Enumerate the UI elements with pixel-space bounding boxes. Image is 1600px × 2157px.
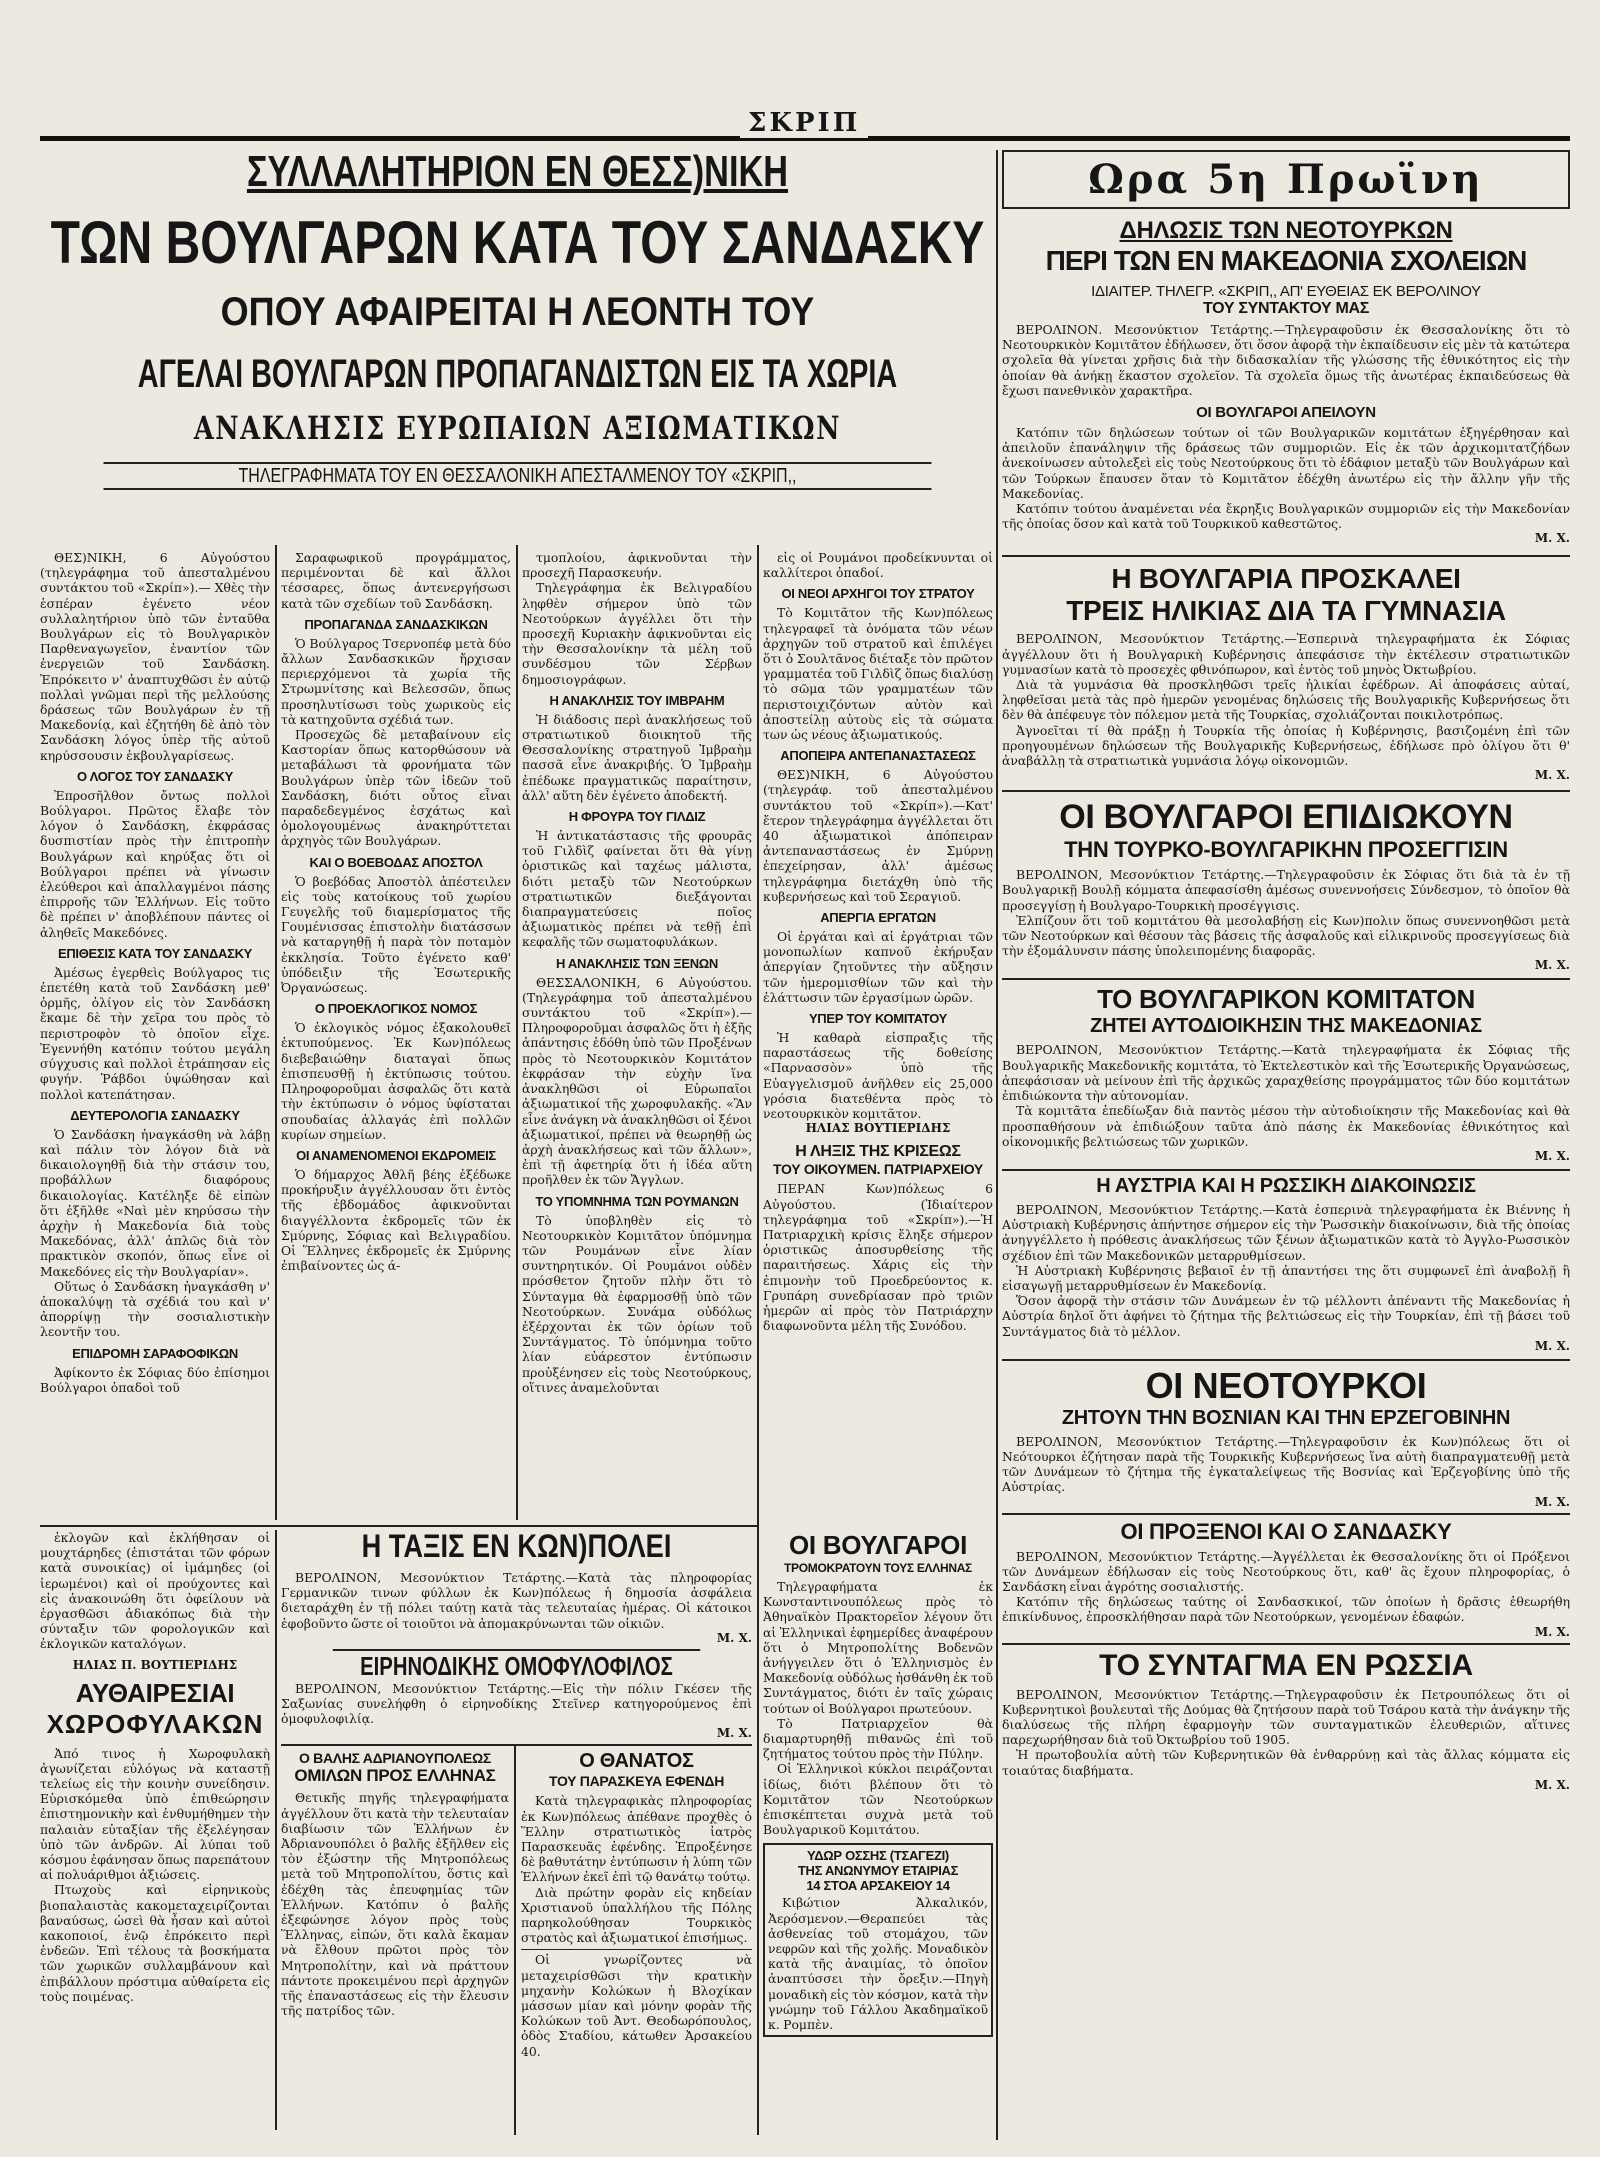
col1-subhead-4: ΕΠΙΔΡΟΜΗ ΣΑΡΑΦΟΦΙΚΩΝ [72,1345,238,1361]
right-paragraph-13: Ὅσον ἀφορᾷ τὴν στάσιν τῶν Δυνάμεων ἐν τῷ μέλλοντι ἀπέναντι τῆς Μακεδονίας ἡ Αὐστρία δηλοῖ ὅτι ἀφήνει τὸ ζήτημα τῆς βελτιώσεως εἰς τὴν Τουρκίαν, ἐπὶ τῇ βάσει τοῦ Συντάγματος διὰ τὸ μέλλον. [1002,1293,1570,1339]
col3-subhead-3: Η ΑΝΑΚΛΗΣΙΣ ΤΩΝ ΞΕΝΩΝ [555,955,719,971]
main-headline-5: ΑΝΑΚΛΗΣΙΣ ΕΥΡΩΠΑΙΩΝ ΑΞΙΩΜΑΤΙΚΩΝ [193,412,842,447]
vali-article [281,1750,509,2018]
right-headline-4: ΤΟΥ ΣΥΝΤΑΚΤΟΥ ΜΑΣ [1202,300,1370,317]
bottom-middle-headline-2: ΕΙΡΗΝΟΔΙΚΗΣ ΟΜΟΦΥΛΟΦΙΛΟΣ [333,1649,700,1681]
col2-paragraph-2: Ὁ Βούλγαρος Τσερνοπέφ μετὰ δύο ἄλλων Σανδασκικῶν ἤρχισαν περιερχόμενοι τὰ χωρία τῆς Στρωμνίτσης καὶ Βελεσσῶν, ὅπως προσηλυτίσωσι τοὺς χωρικοὺς εἰς τὰ κατηχοῦντα σχέδιά των. [281,635,511,727]
col4-headline-b: ΤΟΥ ΟΙΚΟΥΜΕΝ. ΠΑΤΡΙΑΡΧΕΙΟΥ [773,1161,983,1178]
article-column-2 [281,550,511,1520]
col3-subhead-2: Η ΦΡΟΥΡΑ ΤΟΥ ΓΙΛΔΙΖ [568,809,706,825]
col4-paragraph-1: εἰς οἱ Ρουμάνοι προδείκνυνται οἱ καλλίτεροι ὀπαδοί. [763,550,993,581]
col1-paragraph-4: Ὁ Σανδάσκη ἠναγκάσθη νὰ λάβῃ καὶ πάλιν τὸν λόγον διὰ νὰ δικαιολογηθῇ διὰ τὴν στάσιν του, προβάλλων διαφόρους δικαιολογίας. Κατέληξε δὲ εἰπὼν ὅτι ἐξῆλθε «Ναὶ μὲν κηρύσσω τὴν ἀρχὴν ἡ Μακεδονία διὰ τοὺς Μακεδόνας, ἀλλ' ἀπλῶς διὰ τὸν πρακτικὸν σκοπόν, ὅπως εἶνε οἱ Μακεδόνες εἰς τὴν Βουλγαρίαν». [40,1126,270,1279]
right-paragraph-12: Ἡ Αὐστριακὴ Κυβέρνησις βεβαιοῖ ἐν τῇ ἀπαντήσει της ὅτι συμφωνεῖ ἐπὶ ἀναβολῇ ἢ εἰσαγωγῇ μεταρρυθμίσεων ἐν Μακεδονίᾳ. [1002,1262,1570,1293]
water-advert [763,1843,993,2037]
col3-paragraph-6: Τὸ ὑποβληθὲν εἰς τὸ Νεοτουρκικὸν Κομιτᾶτον ὑπόμνημα τῶν Ρουμάνων εἶνε λίαν συντηρητικόν. Οἱ Ρουμάνοι οὐδὲν πρόσθετον ζητοῦν πλὴν ὅτι τὸ Σύνταγμα θὰ ἐφαρμοσθῇ ὑπὸ τῶν Νεοτούρκων. Συνάμα οὐδόλως ἐξέρχονται ἐκ τῶν ὁρίων τοῦ Συντάγματος. Τὸ ὑπόμνημα τοῦτο λίαν εὐάρεστον ἐντύπωσιν προὐξένησεν εἰς τοὺς Νεοτούρκους, οἵτινες ἀναμελοῦνται [522,1212,752,1395]
advert-paragraph: Οἱ γνωρίζοντες νὰ μεταχειρίσθῶσι τὴν κρατικὴν μηχανὴν Κολώκων ἡ Βλοχίκαν μάσσων μίαν καὶ μόνην φορὰν τῆς Κολώκων τοῦ Ἀντ. Θεοδωρόπουλος, ὁδὸς Σταδίου, κάτωθεν Ἀρσακείου 40. [521,1949,752,2058]
vali-headline-b: ΟΜΙΛΩΝ ΠΡΟΣ ΕΛΛΗΝΑΣ [294,1766,496,1786]
water-advert-headline-a: ΥΔΩΡ ΟΣΣΗΣ (ΤΣΑΓΕΖΙ) [807,1848,949,1864]
article-column-3 [522,550,752,1520]
right-paragraph-15: ΒΕΡΟΛΙΝΟΝ, Μεσονύκτιον Τετάρτης.—Ἀγγέλλεται ἐκ Θεσσαλονίκης ὅτι οἱ Πρόξενοι τῶν Δυνάμεων ἐδήλωσαν εἰς τοὺς Νεοτούρκους ὅτι, καθ' ἃς ἔχουν πληροφορίας, ὁ Σανδάσκη εἶναι ἀγρότης σοσιαλιστής. [1002,1548,1570,1594]
col1-paragraph-2: Ἐπροσῆλθον ὄντως πολλοὶ Βούλγαροι. Πρῶτος ἔλαβε τὸν λόγον ὁ Σανδάσκη, ἐκφράσας δυσπιστίαν πρὸς τὴν ἐπιτροπὴν Βουλγάρων καὶ κηρύξας ὅτι οἱ Βούλγαροι πρέπει νὰ γίνωσιν ἐλεύθεροι καὶ ἀπαλλαγμένοι πάσης ἐπιρροῆς τῶν Ἑλλήνων. Εἰς τοῦτο δὲ πρέπει ν' ἀποβλέπουν πάντες οἱ ἀληθεῖς Μακεδόνες. [40,787,270,940]
right-paragraph-4: ΒΕΡΟΛΙΝΟΝ, Μεσονύκτιον Τετάρτης.—Ἐσπερινὰ τηλεγραφήματα ἐκ Σόφιας ἀγγέλλουν ὅτι ἡ Βουλγαρικὴ Κυβέρνησις ἀπεφάσισε τὴν ἐκτέλεσιν στρατιωτικῶν γυμνασίων κατὰ τὸ προσεχὲς φθινόπωρον, καὶ ἐντὸς τοῦ μηνὸς Ὀκτωβρίου. [1002,631,1570,677]
voulgaroi-paragraph-1: Τηλεγραφήματα ἐκ Κωνσταντινουπόλεως πρὸς τὸ Ἀθηναϊκὸν Πρακτορεῖον λέγουν ὅτι αἱ Ἑλληνικαὶ ἐφημερίδες ἀναφέρουν ὅτι ὁ Μητροπολίτης Βοδενῶν ἀνήγγειλεν ὅτι ὁ Ἑλληνισμὸς ἐν Μακεδονίᾳ οὐδόλως ἠσθάνθη ἐκ τοῦ Συντάγματος, διότι ἐν ταῖς χώραις τούτων οἱ Βούλγαροι πρωτεύουν. [763,1579,993,1716]
col4-subhead-1: ΟΙ ΝΕΟΙ ΑΡΧΗΓΟΙ ΤΟΥ ΣΤΡΑΤΟΥ [781,586,975,602]
col1-paragraph-3: Ἀμέσως ἐγερθεὶς Βούλγαρος τις ἐπετέθη κατὰ τοῦ Σανδάσκη μεθ' ὁρμῆς, ὀλίγον εἰς τὸν Σανδάσκη ἔκαμε δὲ τὴν χεῖρα του πρὸς τὸ περιστροφὸν τὸ ὁποῖον εἶχε. Ἐγεννήθη κατόπιν τούτου μεγάλη σύγχυσις καὶ πολλοὶ ἐτράπησαν εἰς φυγήν. Ῥάβδοι ὑψώθησαν καὶ πολλοὶ κατεπάτησαν. [40,964,270,1102]
col3-paragraph-5: ΘΕΣΣΑΛΟΝΙΚΗ, 6 Αὐγούστου. (Τηλεγράφημα τοῦ ἀπεσταλμένου συντάκτου τοῦ «Σκρίπ»).—Πληροφοροῦμαι ἀσφαλῶς ὅτι ἡ ἐξῆς ἀπάντησις ἐδόθη ὑπὸ τῶν Προξένων πρὸς τὸ Νεοτουρκικὸν Κομιτάτον ἐκφράσαν τὴν εὐχὴν ἵνα ἀνακληθῶσι οἱ Εὐρωπαῖοι ἀξιωματικοί τῆς χωροφυλακῆς. «Ἂν εἶνε ἀνάγκη νὰ ἀνακληθῶσι οἱ ξένοι ἀξιωματικοί, πρέπει νὰ θεωρηθῇ ὡς ἀρχὴ ἀνακλήσεως καὶ τῶν ἄλλων», ἐπὶ τῇ ἀφετηρίᾳ ὅτι ἡ ἰδέα αὕτη προῆλθεν ἐκ τῶν Ἄγγλων. [522,974,752,1188]
col2-subhead-2: ΚΑΙ Ο ΒΟΕΒΟΔΑΣ ΑΠΟΣΤΟΛ [309,854,483,870]
col4-paragraph-5: Ἡ καθαρὰ εἰσπραξις τῆς παραστάσεως τῆς δοθείσης «Παρνασσὸν» ὑπὸ τῆς Εὐαγγελισμοῦ ἀνῆλθεν εἰς 25,000 γρόσια διατεθέντα πρὸς τὸ νεοτουρκικὸν κομιτᾶτον. [763,1030,993,1122]
bottom-middle-paragraph-1: ΒΕΡΟΛΙΝΟΝ, Μεσονύκτιον Τετάρτης.—Κατὰ τὰς πληροφορίας Γερμανικῶν τινων φύλλων ἐκ Κων)πόλεως ἡ δημοσία ἀσφάλεια διεταράχθη ἐν τῇ πόλει ταύτῃ κατὰ τὰς τελευταίας ἡμέρας. Οἱ κάτοικοι ἐφοβοῦντο ὥστε οἱ τοιοῦτοι νὰ ἀπομακρύνωνται τῶν οἰκιῶν. [281,1570,752,1631]
col1-subhead-1: Ο ΛΟΓΟΣ ΤΟΥ ΣΑΝΔΑΣΚΥ [77,768,233,784]
late-edition-banner: Ωρα 5η Πρωϊνη [1002,150,1570,209]
col2-subhead-3: Ο ΠΡΟΕΚΛΟΓΙΚΟΣ ΝΟΜΟΣ [314,1001,478,1017]
right-paragraph-5: Διὰ τὰ γυμνάσια θὰ προσκληθῶσι τρεῖς ἡλικίαι ἐφέδρων. Αἱ ἀποφάσεις αὐταί, ληφθεῖσαι μετὰ τὰς πρὸ ἡμερῶν γενομένας δηλώσεις τῆς Βουλγαρικῆς Κυβερνήσεως ὅτι δὲν θὰ ἀπέφευγε τὸν πόλεμον μετὰ τῆς Τουρκίας, σχολιάζονται ποικιλοτρόπως. [1002,677,1570,723]
col2-subhead-4: ΟΙ ΑΝΑΜΕΝΟΜΕΝΟΙ ΕΚΔΡΟΜΕΙΣ [296,1147,496,1163]
article-column-1 [40,550,270,1520]
bottom-middle-section [281,1530,752,2135]
col2-paragraph-6: Ὁ δήμαρχος Ἀθλῆ βέης ἐξέδωκε προκήρυξιν ἀγγέλλουσαν ὅτι ἐντὸς τῆς ἑβδομάδος ἀφικνοῦνται διαγγέλλοντα ἐκδρομεῖς τῶν ἐκ Σμύρνης, Σόφιας καὶ Βελιγραδίου. Οἱ Ἕλληνες ἐκδρομεῖς ἐκ Σμύρνης ἐπιβαίνοντες ὡς ά- [281,1166,511,1274]
right-signature-7: Μ. Χ. [1534,1624,1570,1639]
col2-paragraph-4: Ὁ βοεβόδας Ἀποστὸλ ἀπέστειλεν εἰς τοὺς κατοίκους τοῦ χωρίου Γευγελῆς τοῦ διαμερίσματος τῆς Γουμένισσας ἐπιστολὴν διατάσσων νὰ καταργηθῇ ἡ παρὰ τὸν ποταμὸν ἐκκλησία. Τοῦτο ἐγένετο καθ' ὑπόδειξιν τῆς Ἐσωτερικῆς Ὀργανώσεως. [281,873,511,996]
col2-paragraph-1: Σαραφωφικοῦ προγράμματος, περιμένονται δὲ καὶ ἄλλοι τέσσαρες, ὅπως ἀντενεργήσωσι κατὰ τῶν σχεδίων τοῦ Σανδάσκη. [281,550,511,611]
voulgaroi-paragraph-3: Οἱ Ἑλληνικοὶ κύκλοι πειράζονται ἰδίως, διότι βλέπουν ὅτι τὸ Κομιτᾶτον τῶν Νεοτούρκων ἐπισκέπτεται συχνὰ μετὰ τοῦ Βουλγαρικοῦ Κομιτάτου. [763,1761,993,1838]
col-rule-1 [275,545,277,1520]
water-advert-text: Κιβώτιον Ἀλκαλικόν, Ἀερόσμενον.—Θεραπεύει τὰς ἀσθενείας τοῦ στομάχου, τῶν νεφρῶν καὶ τῆς χολῆς. Μοναδικὸν κατὰ τῆς ἀναιμίας, τὸ ὁποῖον ἀναπτύσσει τὴν ὄρεξιν.—Πηγὴ μοναδικὴ εἰς τὸν κόσμον, κατὰ τὴν γνώμην τοῦ Γάλλου Ἀκαδημαϊκοῦ κ. Ρομπὲν. [768,1895,988,2033]
right-signature-2: Μ. Χ. [1534,768,1570,783]
right-paragraph-7: ΒΕΡΟΛΙΝΟΝ, Μεσονύκτιον Τετάρτης.—Τηλεγραφοῦσιν ἐκ Σόφιας ὅτι διὰ τὰ ἐν τῇ Βουλγαρικῇ Βουλῇ κόμματα ἀπεφασίσθη ἀμέσως συνεννοήσεις Σύνδεσμον, τὸ ὁποῖον θὰ προσεγγίσῃ ἡ Βουλγαρο-Τουρκικὴ προσέγγισις. [1002,867,1570,913]
main-headline-2: ΤΩΝ ΒΟΥΛΓΑΡΩΝ ΚΑΤΑ ΤΟΥ ΣΑΝΔΑΣΚΥ [50,212,985,276]
col3-subhead-4: ΤΟ ΥΠΟΜΝΗΜΑ ΤΩΝ ΡΟΥΜΑΝΩΝ [535,1193,739,1209]
vali-headline-a: Ο ΒΑΛΗΣ ΑΔΡΙΑΝΟΥΠΟΛΕΩΣ [298,1750,491,1767]
col4-paragraph-6: ΠΕΡΑΝ Κων)πόλεως 6 Αὐγούστου. (Ἰδιαίτερον τηλεγράφημα τοῦ «Σκρίπ»).—Ἡ Πατριαρχικὴ κρίσις ἔληξε σήμερον ὁριστικῶς ἀποσυρθείσης τῆς παραιτήσεως. Χάρις εἰς τὴν ἐπιμονὴν τοῦ Προεδρεύοντος κ. Γρυπάρη συνεδρίασαν πρὸ τριῶν ἡμερῶν αἱ πρὸς τὸν Πατριάρχην διαφωνοῦντα μέλη τῆς Συνόδου. [763,1181,993,1334]
main-headline-1: ΣΥΛΛΑΛΗΤΗΡΙΟΝ ΕΝ ΘΕΣΣ)ΝΙΚΗ [246,150,789,196]
bottom-left-headline-b: ΧΩΡΟΦΥΛΑΚΩΝ [46,1708,264,1739]
right-headline-14: ΟΙ ΠΡΟΞΕΝΟΙ ΚΑΙ Ο ΣΑΝΔΑΣΚΥ [1002,1513,1570,1545]
main-headline-3: ΟΠΟΥ ΑΦΑΙΡΕΙΤΑΙ Η ΛΕΟΝΤΗ ΤΟΥ [220,292,815,334]
col4-paragraph-3: ΘΕΣ)ΝΙΚΗ, 6 Αὐγούστου (τηλεγράφ. τοῦ ἀπεσταλμένου συντάκτου τοῦ «Σκρίπ»).—Κατ' ἔτερον τηλεγράφημα ἀγγέλλεται ὅτι 40 ἀξιωματικοὶ ἀπόπειραν ἀντεπαναστάσεως ἐν Σμύρνῃ ἐπεχείρησαν, ἀλλ' ἀμέσως τηλεγράφημα διετάχθη ὑπὸ τῆς κυβερνήσεως καὶ τοῦ Σεραγιοῦ. [763,767,993,904]
col4-subhead-2: ΑΠΟΠΕΙΡΑ ΑΝΤΕΠΑΝΑΣΤΑΣΕΩΣ [780,748,976,764]
thanatos-headline-a: Ο ΘΑΝΑΤΟΣ [579,1750,694,1773]
right-headline-12: ΟΙ ΝΕΟΤΟΥΡΚΟΙ [1002,1359,1570,1407]
bottom-middle-paragraph-2: ΒΕΡΟΛΙΝΟΝ, Μεσονύκτιον Τετάρτης.—Εἰς τὴν πόλιν Γκέσεν τῆς Σαξωνίας συνελήφθη ὁ εἰρηνοδίκης Στεῖνερ κατηγορούμενος ἐπὶ ὁμοφυλοφιλίᾳ. [281,1680,752,1727]
col3-paragraph-1: τμοπλοίου, ἀφικνοῦνται τὴν προσεχῆ Παρασκευήν. [522,550,752,581]
col4-subhead-4: ΥΠΕΡ ΤΟΥ ΚΟΜΙΤΑΤΟΥ [808,1011,948,1027]
col3-subhead-1: Η ΑΝΑΚΛΗΣΙΣ ΤΟΥ ΙΜΒΡΑΗΜ [549,692,725,708]
right-paragraph-1: ΒΕΡΟΛΙΝΟΝ. Μεσονύκτιον Τετάρτης.—Τηλεγραφοῦσιν ἐκ Θεσσαλονίκης ὅτι τὸ Νεοτουρκικὸν Κομιτᾶτον ἐδήλωσεν, ὅτι ὅσον ἀφορᾷ τὴν ἐκπαίδευσιν εἰς μὲν τὰ κατώτερα σχολεῖα θὰ γίνεται χρῆσις διὰ τὴν διδασκαλίαν τῆς γλώσσης τῆς ἐθνικότητος εἰς τὴν ὁποίαν θὰ ἀνήκῃ ἕκαστον σχολεῖον. Τὰ σχολεῖα ὅμως τῆς ἀνωτέρας ἐκπαιδεύσεως θὰ ἔχωσι πανεθνικὸν χαρακτῆρα. [1002,322,1570,398]
col4-subhead-3: ΑΠΕΡΓΙΑ ΕΡΓΑΤΩΝ [820,910,936,926]
right-subhead-1: ΟΙ ΒΟΥΛΓΑΡΟΙ ΑΠΕΙΛΟΥΝ [1196,404,1376,422]
vali-paragraph: Θετικῆς πηγῆς τηλεγραφήματα ἀγγέλλουν ὅτι κατὰ τὴν τελευταίαν διαβίωσιν τῶν Ἑλλήνων ἐν Ἀδριανουπόλει ὁ βαλῆς ἐξῆλθεν εἰς τὸν ἐξώστην τῆς Μητροπόλεως μετὰ τοῦ Μητροπολίτου, ὅστις καὶ ἐδέχθη τὰς ἐπευφημίας τῶν Ἑλλήνων. Κατόπιν ὁ βαλῆς ἐξεφώνησε λόγον πρὸς τοὺς Ἕλληνας, εἰπών, ὅτι καλὰ ἔκαμαν νὰ ἔλθουν πρῶτοι πρὸς τὸν Μητροπολίτην, καὶ νὰ πράττουν πάντοτε προκειμένου περὶ ἀρχηγῶν τῆς ἐπαναστάσεως εἰς τὴν ἔλευσιν τῆς πατρίδος τῶν. [281,1790,509,2019]
right-signature-3: Μ. Χ. [1534,958,1570,973]
thanatos-article [521,1750,752,2058]
right-signature-5: Μ. Χ. [1534,1338,1570,1353]
right-signature-1: Μ. Χ. [1534,531,1570,546]
right-paragraph-6: Ἀγνοεῖται τί θὰ πράξῃ ἡ Τουρκία τῆς ὁποίας ἡ Κυβέρνησις, βασιζομένη ἐπὶ τῶν προηγουμένων δηλώσεων τῆς Βουλγαρικῆς Κυβερνήσεως, ἐδήλωσε πρὸ ὀλίγου ὅτι θ' ἀναβάλλῃ τὰ στρατιωτικὰ γυμνάσια λόγῳ οἰκονομιῶν. [1002,722,1570,769]
col-rule-2 [516,545,518,1520]
right-headline-8: ΤΗΝ ΤΟΥΡΚΟ-ΒΟΥΛΓΑΡΙΚΗΝ ΠΡΟΣΕΓΓΙΣΙΝ [1064,837,1508,863]
col1-subhead-2: ΕΠΙΘΕΣΙΣ ΚΑΤΑ ΤΟΥ ΣΑΝΔΑΣΚΥ [57,945,253,961]
bottom-col4-section [763,1530,993,2135]
bottom-left-headline-a: ΑΥΘΑΙΡΕΣΙΑΙ [75,1677,235,1708]
right-headline-11: Η ΑΥΣΤΡΙΑ ΚΑΙ Η ΡΩΣΣΙΚΗ ΔΙΑΚΟΙΝΩΣΙΣ [1002,1169,1570,1198]
col4-paragraph-2: Τὸ Κομιτᾶτον τῆς Κων)πόλεως τηλεγραφεῖ τὰ ὀνόματα τῶν νέων ἀρχηγῶν τοῦ στρατοῦ καὶ ἐπιλέγει ὅτι ὁ Σουλτᾶνος διέταξε τὸν πρῶτον γραμματέα τοῦ Γιλδὶζ ὅπως διαλύσῃ τὸ σῶμα τῶν γραμματέων τῶν περιστοιχιζόντων αὐτὸν καὶ ἀποστείλῃ αὐτοὺς εἰς τὰ σώματα των ὡς νέους ἀξιωματικούς. [763,605,993,743]
bottom-middle-signature-2: Μ. Χ. [716,1726,752,1741]
col3-paragraph-3: Ἡ διάδοσις περὶ ἀνακλήσεως τοῦ στρατιωτικοῦ διοικητοῦ τῆς Θεσσαλονίκης στρατηγοῦ Ἰμβραὴμ πασσᾶ εἶνε ἀνακριβής. Ὁ Ἰμβραὴμ ἐπέδωκε πραγματικῶς παραίτησιν, ἀλλ' αὕτη δὲν ἐγένετο ἀποδεκτή. [522,711,752,803]
right-paragraph-14: ΒΕΡΟΛΙΝΟΝ, Μεσονύκτιον Τετάρτης.—Τηλεγραφοῦσιν ἐκ Κων)πόλεως ὅτι οἱ Νεότουρκοι ἐζήτησαν παρὰ τῆς Τουρκικῆς Κυβερνήσεως ἵνα αὐτὴ διαπραγματευθῇ μετὰ τῶν Δυνάμεων τὸ ζήτημα τῆς ἐγκαταλείψεως τῆς Βοσνίας καὶ Ἐρζεγοβίνης ὑπὸ τῆς Αὐστρίας. [1002,1433,1570,1495]
right-headline-1: ΔΗΛΩΣΙΣ ΤΩΝ ΝΕΟΤΟΥΡΚΩΝ [1119,217,1453,244]
right-signature-4: Μ. Χ. [1534,1148,1570,1163]
article-column-4 [763,550,993,1525]
thanatos-paragraph-1: Κατὰ τηλεγραφικὰς πληροφορίας ἐκ Κων)πόλεως ἀπέθανε προχθὲς ὁ Ἕλλην στρατιωτικὸς ἰατρὸς Παρασκευᾶς ἐφένδης. Ἐπροξένησε δὲ βαθυτάτην ἐντύπωσιν ἡ λύπη τῶν Ἑλλήνων ἐκεῖ ἐπὶ τῷ θανάτῳ τούτῳ. [521,1793,752,1885]
main-headline-block [40,150,995,545]
voulgaroi-headline-b: ΤΡΟΜΟΚΡΑΤΟΥΝ ΤΟΥΣ ΕΛΛΗΝΑΣ [784,1561,972,1575]
late-news-column [1002,150,1570,2140]
bottom-left-paragraph-1: ἐκλογῶν καὶ ἐκλήθησαν οἱ μουχτάρηδες (ἐπιστάται τῶν φόρων κατὰ συνοικίας) οἱ ἰμάμηδες (οἱ ἱερωμένοι) καὶ οἱ προύχοντες καὶ εἰς ἀνακοινώθη ὅτι ὀφείλουν νὰ ἐργασθῶσι ἀδιακόπως διὰ τὴν σύνταξιν τῶν φορολογικῶν καὶ ἐκλογικῶν καταλόγων. [40,1530,270,1652]
thanatos-paragraph-2: Διὰ πρώτην φορὰν εἰς κηδείαν Χριστιανοῦ ὑπαλλήλου τῆς Πόλης παρηκολούθησαν Τουρκικὸς στρατὸς καὶ ἀξιωματικοί ἐπισήμως. [521,1884,752,1946]
right-signature-6: Μ. Χ. [1534,1494,1570,1509]
col4-paragraph-4: Οἱ ἐργάται καὶ αἱ ἐργάτριαι τῶν μονοπωλίων καπνοῦ ἐκήρυξαν ἀπεργίαν ζητοῦντες τὴν αὔξησιν τῶν ἡμερομισθίων τῶν καὶ τὴν ἐλάττωσιν τῶν ἐργασίμων ὡρῶν. [763,929,993,1005]
bottom-left-paragraph-2: Ἀπό τινος ἡ Χωροφυλακὴ ἀγωνίζεται εὐλόγως νὰ καταστῇ τελείως εἰς τὴν κοινὴν συνείδησιν. Εὑρισκόμεθα ὑπὸ ἐπιθεώρησιν ἐπιστημονικὴν καὶ ἐνθυμήθημεν τὴν παλαιὰν εὐταξίαν τῆς ἐξελέγησαν ὑπὸ τῶν ἀνδρῶν. Αἱ λύπαι τοῦ κόσμου ἐφάνησαν ὅπως παρεπάτουν αἱ πολυάριθμοι ἀξιώσεις. [40,1745,270,1883]
col1-paragraph-1: ΘΕΣ)ΝΙΚΗ, 6 Αὐγούστου (τηλεγράφημα τοῦ ἀπεσταλμένου συντάκτου τοῦ «Σκρίπ»).— Χθὲς τὴν ἑσπέραν ἐγένετο νέον συλλαλητήριον ὑπὸ τῶν ἐνταῦθα Βουλγάρων εἰς τὸ Βουλγαρικὸν Παρθεναγωγεῖον, ἐναντίον τῶν ἐνεργειῶν τοῦ Σανδάσκη. Ἐπρόκειτο ν' ἀναπτυχθῶσι ἐν αὐτῷ πολλαὶ γνῶμαι περὶ τῆς μελλούσης δράσεως τῶν Βουλγάρων ἐν τῇ Μακεδονίᾳ, καὶ ἐζητήθη δὲ ἀπὸ τὸν Σανδάσκη λόγος ὑπὲρ τῆς αὐτοῦ κηρύσσουσιν ἐκβουλγαρίσεως. [40,550,270,763]
right-paragraph-18: Ἡ πρωτοβουλία αὐτὴ τῶν Κυβερνητικῶν θὰ ἐνθαρρύνῃ καὶ τὰς ἄλλας κόμματα εἰς τοιαύτας διαβήματα. [1002,1747,1570,1778]
col4-signature: ΗΛΙΑΣ ΒΟΥΤΙΕΡΙΔΗΣ [805,1121,951,1136]
main-subheadline: ΤΗΛΕΓΡΑΦΗΜΑΤΑ ΤΟΥ ΕΝ ΘΕΣΣΑΛΟΝΙΚΗ ΑΠΕΣΤΑΛΜΕΝΟΥ ΤΟΥ «ΣΚΡΙΠ,, [104,462,932,490]
newspaper-title: ΣΚΡΙΠ [740,108,868,138]
thanatos-headline-b: ΤΟΥ ΠΑΡΑΣΚΕΥΑ ΕΦΕΝΔΗ [548,1773,725,1790]
right-column-rule [996,150,998,2140]
right-headline-3: ΙΔΙΑΙΤΕΡ. ΤΗΛΕΓΡ. «ΣΚΡΙΠ,, ΑΠ' ΕΥΘΕΙΑΣ ΕΚ ΒΕΡΟΛΙΝΟΥ [1091,283,1481,300]
col4-headline-a: Η ΛΗΞΙΣ ΤΗΣ ΚΡΙΣΕΩΣ [795,1143,961,1161]
bottom-middle-subrule [514,1746,516,2135]
masthead [40,108,1570,138]
main-headline-4: ΑΓΕΛΑΙ ΒΟΥΛΓΑΡΩΝ ΠΡΟΠΑΓΑΝΔΙΣΤΩΝ ΕΙΣ ΤΑ ΧΩΡΙΑ [137,354,898,396]
bottom-left-paragraph-3: Πτωχοὺς καὶ εἰρηνικοὺς βιοπαλαιστὰς κακομεταχειρίζονται βαναύσως, ὡσεὶ θὰ ἦσαν καὶ αὐτοὶ κακοποιοί, ἐνῷ ἐπρόκειτο περὶ ἐνδεῶν. Ἐπὶ τέλους τὰ βοσκήματα τῶν χωρικῶν συλλαμβάνουν καὶ ἐπιβάλλουν πρόστιμα αὐθαίρετα εἰς τοὺς ποιμένας. [40,1882,270,2004]
col-rule-3 [757,545,759,2135]
col3-paragraph-2: Τηλεγράφημα ἐκ Βελιγραδίου ληφθὲν σήμερον ὑπὸ τῶν Νεοτούρκων ἀγγέλλει ὅτι τὴν προσεχῆ Κυριακὴν ἀφικνοῦνται εἰς τὴν Θεσσαλονίκην τὰ μέλη τοῦ συνδέσμου τῶν Σέρβων δημοσιογράφων. [522,580,752,687]
right-signature-8: Μ. Χ. [1534,1777,1570,1792]
col2-subhead-1: ΠΡΟΠΑΓΑΝΔΑ ΣΑΝΔΑΣΚΙΚΩΝ [304,616,488,632]
bottom-left-signature: ΗΛΙΑΣ Π. ΒΟΥΤΙΕΡΙΔΗΣ [72,1657,238,1672]
bottom-middle-signature-1: Μ. Χ. [716,1630,752,1645]
right-paragraph-2: Κατόπιν τῶν δηλώσεων τούτων οἱ τῶν Βουλγαρικῶν κομιτάτων ἐξηγέρθησαν καὶ ἀπειλοῦν ἐπανάληψιν τῆς δράσεως τῶν συμμοριῶν. Εἰς ἐκ τῶν ἀρχικομιτατζήδων ἀνεκοίνωσεν αὐτολεξεὶ εἰς τοὺς Νεοτούρκους ὅτι τὸ ἐδάφιον μεταξὺ τῶν Βουλγάρων καὶ τῶν Τούρκων ἔπαυσεν ὅταν τὸ Κομιτᾶτον ἐδέχθη ἀνωτέρω εἰς τὴν ἄλλην γῆν τῆς Μακεδονίας. [1002,425,1570,501]
col2-paragraph-5: Ὁ ἐκλογικὸς νόμος ἐξακολουθεῖ ἐκτυπούμενος. Ἐκ Κων)πόλεως διεβεβαιώθην διαταγαὶ ὅπως ἐπισπευσθῇ ἡ ἐκτύπωσις τούτου. Πληροφοροῦμαι ἀσφαλῶς ὅτι κατὰ τὴν ἐκτύπωσιν ὁ νόμος ὑφίσταται σπουδαίας ἀλλαγάς ἐπὶ πολλῶν κυρίων σημείων. [281,1020,511,1142]
right-headline-7: ΟΙ ΒΟΥΛΓΑΡΟΙ ΕΠΙΔΙΩΚΟΥΝ [1002,790,1570,837]
right-paragraph-10: Τὰ κομιτᾶτα ἐπεδίωξαν διὰ παντὸς μέσου τὴν αὐτοδιοίκησιν τῆς Μακεδονίας καὶ θὰ προσπαθήσουν νὰ ἐπιδιώξουν ταῦτα ἀπὸ πάσης ἐκ Μακεδονίας ἐθνικότητος καὶ οἰκονομικῆς βελτιώσεως τῶν χωρικῶν. [1002,1103,1570,1149]
right-paragraph-11: ΒΕΡΟΛΙΝΟΝ, Μεσονύκτιον Τετάρτης.—Κατὰ ἐσπερινὰ τηλεγραφήματα ἐκ Βιέννης ἡ Αὐστριακὴ Κυβέρνησις ἀπήντησε σήμερον εἰς τὴν Ῥωσσικὴν διακοίνωσιν, διὰ τῆς ὁποίας ἀνηγγέλλετο ἡ πρόθεσις ἀνακλήσεως τῶν ξένων ἀξιωματικῶν κατὰ τὸ Ἀγγλο-Ρωσσικὸν σχέδιον ἐπὶ τῶν Μακεδονικῶν μεταρρυθμίσεων. [1002,1201,1570,1263]
bottom-section-rule [40,1525,757,1527]
right-headline-5: Η ΒΟΥΛΓΑΡΙΑ ΠΡΟΣΚΑΛΕΙ [1002,555,1570,595]
bottom-middle-subcolumns [281,1744,752,2135]
right-headline-15: ΤΟ ΣΥΝΤΑΓΜΑ ΕΝ ΡΩΣΣΙΑ [1002,1643,1570,1683]
bottom-col-rule [275,1530,277,2130]
right-paragraph-3: Κατόπιν τούτου ἀναμένεται νέα ἔκρηξις Βουλγαρικῶν συμμοριῶν εἰς τὴν Μακεδονίαν τῆς ὁποίας ὅσον καὶ κατὰ τοῦ Τουρκικοῦ καθεστῶτος. [1002,501,1570,532]
col1-subhead-3: ΔΕΥΤΕΡΟΛΟΓΙΑ ΣΑΝΔΑΣΚΥ [70,1107,240,1123]
right-headline-2: ΠΕΡΙ ΤΩΝ ΕΝ ΜΑΚΕΔΟΝΙΑ ΣΧΟΛΕΙΩΝ [1045,245,1527,276]
water-advert-headline-b: ΤΗΣ ΑΝΩΝΥΜΟΥ ΕΤΑΙΡΙΑΣ [797,1863,959,1879]
col1-paragraph-5: Οὕτως ὁ Σανδάσκη ἠναγκάσθη ν' ἀποκαλύψῃ τὰ σχέδιά του καὶ ν' ἀπορρίψῃ τὴν σοσιαλιστικὴν λεοντῆν του. [40,1278,270,1340]
right-paragraph-17: ΒΕΡΟΛΙΝΟΝ, Μεσονύκτιον Τετάρτης.—Τηλεγραφοῦσιν ἐκ Πετρουπόλεως ὅτι οἱ Κυβερνητικοὶ βουλευταὶ τῆς Δούμας θὰ ζητήσουν παρὰ τοῦ Τσάρου κατὰ τὴν ἀνάγκην τῆς διαλύσεως τῆς πλήρη ἐφαρμογὴν τῶν συνταγματικῶν ἐλευθεριῶν, αἵτινες παρεχωρήθησαν διὰ τοῦ Ὀκτωβρίου τοῦ 1905. [1002,1686,1570,1748]
right-headline-13: ΖΗΤΟΥΝ ΤΗΝ ΒΟΣΝΙΑΝ ΚΑΙ ΤΗΝ ΕΡΖΕΓΟΒΙΝΗΝ [1061,1406,1511,1429]
bottom-left-column [40,1530,270,2135]
col3-paragraph-4: Ἡ ἀντικατάστασις τῆς φρουρᾶς τοῦ Γιλδὶζ φαίνεται ὅτι θὰ γίνῃ ὁριστικῶς καὶ ταχέως μάλιστα, διότι μεταξὺ τῶν Νεοτούρκων στρατιωτικῶν διεξάγονται διαπραγματεύσεις ποῖος ἀξιωματικὸς πρέπει νὰ τεθῇ ἐπὶ κεφαλῆς τῶν σωματοφυλάκων. [522,828,752,950]
right-paragraph-8: Ἐλπίζουν ὅτι τοῦ κομιτάτου θὰ μεσολαβήσῃ εἰς Κων)πολιν ὅπως συνεννοηθῶσι μετὰ τῶν Νεοτούρκων καὶ θέσουν τὰς βάσεις τῆς ἀσφαλοῦς καὶ εἰλικρινοῦς προσεγγίσεως διὰ τὴν ἐξομάλυνσιν πάσης ὑπολειπομένης διαφορᾶς. [1002,912,1570,959]
voulgaroi-headline-a: ΟΙ ΒΟΥΛΓΑΡΟΙ [788,1530,968,1560]
col2-paragraph-3: Προσεχῶς δὲ μεταβαίνουν εἰς Καστορίαν ὅπως κατορθώσουν νὰ μεταβάλωσι τὰ φρονήματα τῶν Βουλγάρων ὑπὲρ τῶν ἰδεῶν τοῦ Σανδάσκη, διότι οὗτος εἶναι παραδεδεγμένος ἐσχάτως καὶ ὁμολογουμένως ἀνακηρύττεται ἀρχηγὸς τῶν Βουλγάρων. [281,727,511,849]
right-headline-6: ΤΡΕΙΣ ΗΛΙΚΙΑΣ ΔΙΑ ΤΑ ΓΥΜΝΑΣΙΑ [1066,595,1506,627]
water-advert-address: 14 ΣΤΟΑ ΑΡΣΑΚΕΙΟΥ 14 [806,1878,950,1894]
right-headline-9: ΤΟ ΒΟΥΛΓΑΡΙΚΟΝ ΚΟΜΙΤΑΤΟΝ [1002,978,1570,1015]
right-paragraph-9: ΒΕΡΟΛΙΝΟΝ, Μεσονύκτιον Τετάρτης.—Κατὰ τηλεγραφήματα ἐκ Σόφιας τῆς Βουλγαρικῆς Μακεδονικῆς κομιτάτα, τὸ Ἐκτελεστικὸν καὶ τῆς Ἐσωτερικῆς Ὀργανώσεως, ἀπεφάσισαν νὰ μείνουν ἐπὶ τῆς ἀρχικῶς χαραχθείσης προγράμματος τῶν δύο κομιτάτων ἐπιδιώκοντα τὴν αὐτονομίαν. [1002,1042,1570,1104]
right-paragraph-16: Κατόπιν τῆς δηλώσεως ταύτης οἱ Σανδασκικοί, τῶν ὁποίων ἡ δρᾶσις ἐθεωρήθη ἐπικίνδυνος, ἐπροσκλήθησαν παρὰ τῶν Νεοτούρκων, γενομένων ἐδαφών. [1002,1594,1570,1625]
bottom-middle-headline-1: Η ΤΑΞΙΣ ΕΝ ΚΩΝ)ΠΟΛΕΙ [361,1530,672,1564]
right-headline-10: ΖΗΤΕΙ ΑΥΤΟΔΙΟΙΚΗΣΙΝ ΤΗΣ ΜΑΚΕΔΟΝΙΑΣ [1090,1015,1482,1038]
col1-paragraph-6: Ἀφίκοντο ἐκ Σόφιας δύο ἐπίσημοι Βούλγαροι ὁπαδοὶ τοῦ [40,1364,270,1395]
voulgaroi-paragraph-2: Τὸ Πατριαρχεῖον θὰ διαμαρτυρηθῇ πιθανῶς ἐπὶ τοῦ ζητήματος τούτου πρὸς τὴν Πύλην. [763,1715,993,1762]
